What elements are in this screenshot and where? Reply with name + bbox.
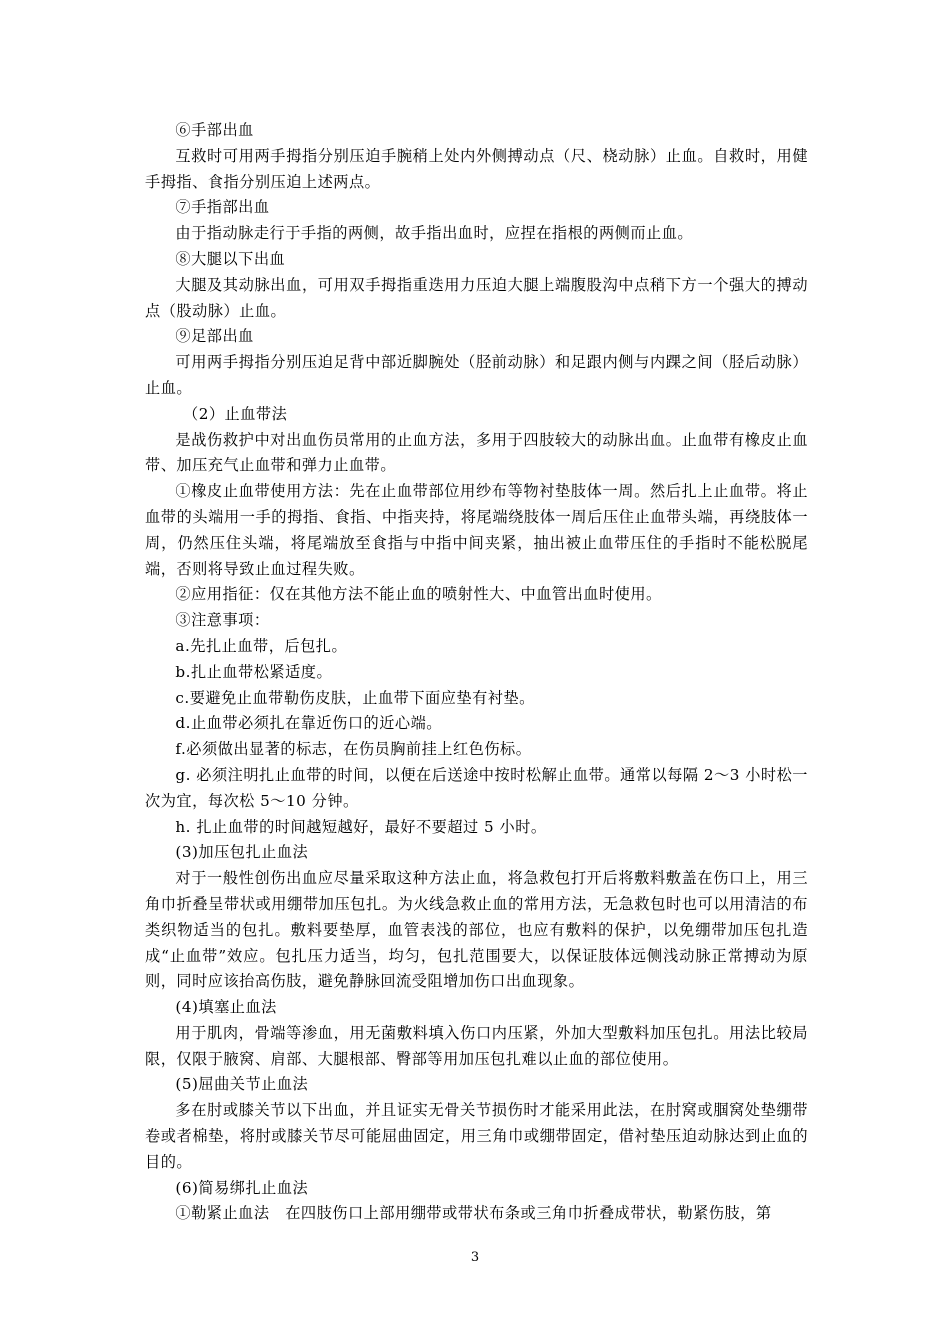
paragraph: 互救时可用两手拇指分别压迫手腕稍上处内外侧搏动点（尺、桡动脉）止血。自救时，用健手拇指、食指分别压迫上述两点。: [145, 146, 808, 191]
paragraph: 可用两手拇指分别压迫足背中部近脚腕处（胫前动脉）和足跟内侧与内踝之间（胫后动脉）止血。: [145, 353, 808, 397]
list-item: g. 必须注明扎止血带的时间，以便在后送途中按时松解止血带。通常以每隔 2～3 小时松一次为宜，每次松 5～10 分钟。: [145, 765, 808, 810]
list-item: c.要避免止血带勒伤皮肤，止血带下面应垫有衬垫。: [175, 688, 535, 707]
list-item: f.必须做出显著的标志，在伤员胸前挂上红色伤标。: [175, 740, 532, 759]
list-item: h. 扎止血带的时间越短越好，最好不要超过 5 小时。: [175, 817, 547, 836]
heading-hand-bleeding: ⑥手部出血: [175, 121, 254, 139]
paragraph: ③注意事项：: [175, 611, 270, 630]
heading-pressure-bandage: (3)加压包扎止血法: [175, 843, 309, 862]
list-item: a.先扎止血带，后包扎。: [175, 636, 348, 655]
paragraph: 由于指动脉走行于手指的两侧，故手指出血时，应捏在指根的两侧而止血。: [175, 224, 694, 243]
paragraph: ②应用指征：仅在其他方法不能止血的喷射性大、中血管出血时使用。: [175, 585, 662, 604]
paragraph: 多在肘或膝关节以下出血，并且证实无骨关节损伤时才能采用此法，在肘窝或腘窝处垫绷带卷或者棉垫，将肘或膝关节尽可能屈曲固定，用三角巾或绷带固定，借衬垫压迫动脉达到止血的目的。: [145, 1101, 808, 1171]
list-item: b.扎止血带松紧适度。: [175, 662, 333, 681]
paragraph: 用于肌肉，骨端等渗血，用无菌敷料填入伤口内压紧，外加大型敷料加压包扎。用法比较局限，仅限于腋窝、肩部、大腿根部、臀部等用加压包扎难以止血的部位使用。: [145, 1023, 808, 1068]
document-body: [145, 118, 808, 1227]
heading-foot-bleeding: ⑨足部出血: [175, 327, 254, 346]
paragraph: 大腿及其动脉出血，可用双手拇指重迭用力压迫大腿上端腹股沟中点稍下方一个强大的搏动点（股动脉）止血。: [145, 275, 808, 320]
heading-finger-bleeding: ⑦手指部出血: [175, 198, 270, 217]
heading-thigh-bleeding: ⑧大腿以下出血: [175, 249, 286, 268]
heading-simple-binding: (6)简易绑扎止血法: [175, 1178, 309, 1197]
paragraph: ①橡皮止血带使用方法：先在止血带部位用纱布等物衬垫肢体一周。然后扎上止血带。将止血带的头端用一手的拇指、食指、中指夹持，将尾端绕肢体一周后压住止血带头端，再绕肢体一周，仍然压住头端，将尾端放至食指与中指中间夹紧，抽出被止血带压住的手指时不能松脱尾端，否则将导致止血过程失败。: [145, 482, 808, 578]
page-number: 3: [470, 1250, 480, 1265]
list-item: d.止血带必须扎在靠近伤口的近心端。: [175, 714, 442, 733]
paragraph: 对于一般性创伤出血应尽量采取这种方法止血，将急救包打开后将敷料敷盖在伤口上，用三角巾折叠呈带状或用绷带加压包扎。为火线急救止血的常用方法，无急救包时也可以用清洁的布类织物适当的包扎。敷料要垫厚，血管表浅的部位，也应有敷料的保护，以免绷带加压包扎造成“止血带”效应。包扎压力适当，均匀，包扎范围要大，以保证肢体远侧浅动脉正常搏动为原则，同时应该抬高伤肢，避免静脉回流受阻增加伤口出血现象。: [145, 869, 808, 991]
heading-packing-method: (4)填塞止血法: [175, 998, 277, 1017]
paragraph: ①勒紧止血法 在四肢伤口上部用绷带或带状布条或三角巾折叠成带状，勒紧伤肢，第: [175, 1204, 772, 1223]
paragraph: 是战伤救护中对出血伤员常用的止血方法，多用于四肢较大的动脉出血。止血带有橡皮止血带、加压充气止血带和弹力止血带。: [145, 430, 808, 475]
heading-joint-flexion: (5)屈曲关节止血法: [175, 1075, 309, 1094]
heading-tourniquet-method: （2）止血带法: [183, 404, 288, 423]
